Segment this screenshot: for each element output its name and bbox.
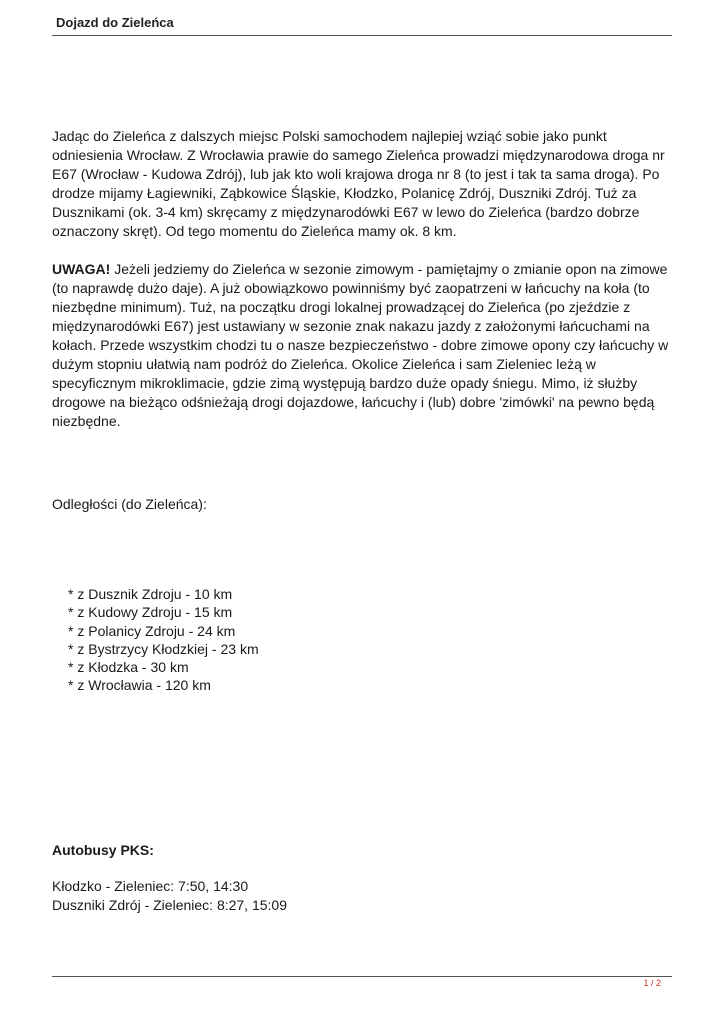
main-content — [52, 127, 674, 431]
bus-schedule-item: Kłodzko - Zieleniec: 7:50, 14:30 — [52, 878, 249, 894]
bus-schedule-item: Duszniki Zdrój - Zieleniec: 8:27, 15:09 — [52, 896, 287, 913]
distance-item: * z Wrocławia - 120 km — [68, 677, 211, 694]
bus-heading: Autobusy PKS: — [52, 842, 154, 858]
page-header-title: Dojazd do Zieleńca — [56, 15, 174, 30]
distances-heading: Odległości (do Zieleńca): — [52, 496, 207, 512]
warning-label: UWAGA! — [52, 261, 111, 277]
distance-item: * z Polanicy Zdroju - 24 km — [68, 622, 236, 639]
distance-item: * z Dusznik Zdroju - 10 km — [68, 586, 233, 602]
warning-paragraph — [52, 260, 674, 431]
header-divider — [52, 35, 672, 36]
page-number: 1 / 2 — [643, 978, 661, 988]
distance-item: * z Bystrzycy Kłodzkiej - 23 km — [68, 640, 259, 657]
distance-list — [68, 585, 259, 695]
intro-paragraph: Jadąc do Zieleńca z dalszych miejsc Polski samochodem najlepiej wziąć sobie jako punkt odniesienia Wrocław. Z Wrocławia prawie do samego Zieleńca prowadzi międzynarodowa droga nr E67 (Wrocław - Kudowa Zdrój), lub jak kto woli krajowa droga nr 8 (to jest i tak ta sama droga). Po drodze mijamy Łagiewniki, Ząbkowice Śląskie, Kłodzko, Polanicę Zdrój, Duszniki Zdrój. Tuż za Dusznikami (ok. 3-4 km) skręcamy z międzynarodówki E67 w lewo do Zieleńca (bardzo dobrze oznaczony skręt). Od tego momentu do Zieleńca mamy ok. 8 km. — [52, 128, 665, 239]
bus-schedule-list — [52, 877, 287, 914]
warning-text: Jeżeli jedziemy do Zieleńca w sezonie zimowym - pamiętajmy o zmianie opon na zimowe (to naprawdę dużo daje). A już obowiązkowo powinniśmy być zaopatrzeni w łańcuchy na koła (to niezbędne minimum). Tuż, na początku drogi lokalnej prowadzącej do Zieleńca (po zjeździe z międzynarodówki E67) jest ustawiany w sezonie znak nakazu jazdy z założonymi łańcuchami na kołach. Przede wszystkim chodzi tu o nasze bezpieczeństwo - dobre zimowe opony czy łańcuchy w dużym stopniu ułatwią nam podróż do Zieleńca. Okolice Zieleńca i sam Zieleniec leżą w specyficznym mikroklimacie, gdzie zimą występują bardzo duże opady śniegu. Mimo, iż służby drogowe na bieżąco odśnieżają drogi dojazdowe, łańcuchy i (lub) dobre 'zimówki' na pewno będą niezbędne. — [52, 261, 669, 429]
distance-item: * z Kłodzka - 30 km — [68, 659, 189, 676]
distance-item: * z Kudowy Zdroju - 15 km — [68, 604, 233, 621]
footer-divider — [52, 976, 672, 977]
